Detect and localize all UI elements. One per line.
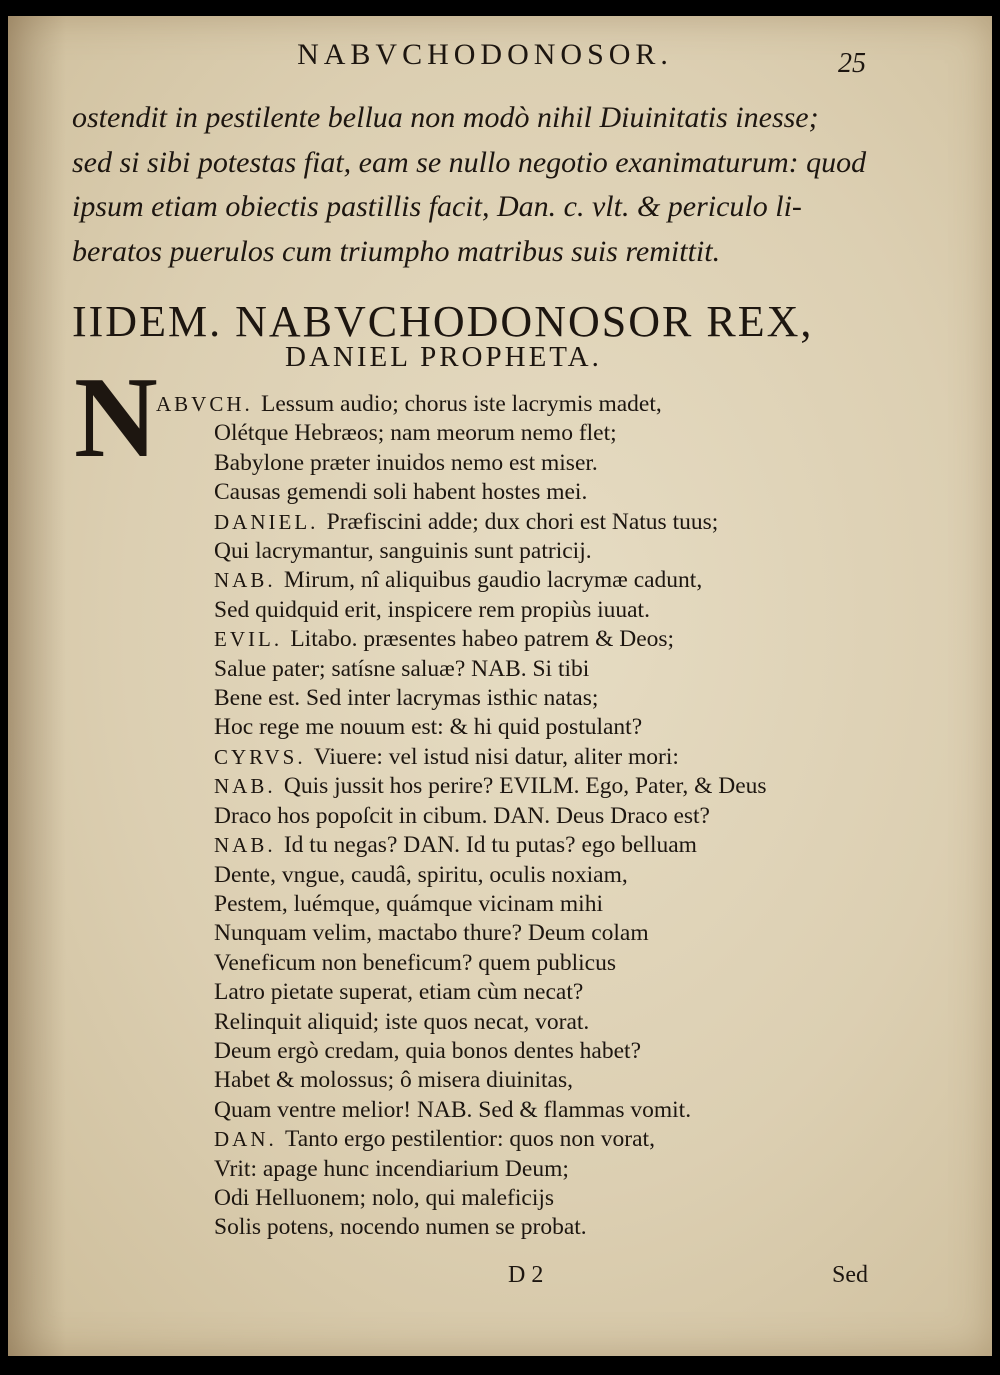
verse-text: Habet & molossus; ô misera diuinitas, (214, 1067, 573, 1094)
speaker-label: NAB. (214, 568, 284, 593)
verse-line (214, 1184, 914, 1213)
drop-cap: N (74, 354, 158, 482)
verse-line (214, 449, 914, 478)
verse-text: Sed quidquid erit, inspicere rem propiùs iuuat. (214, 596, 650, 623)
verse-text: Quam ventre melior! NAB. Sed & flammas vomit. (214, 1096, 692, 1123)
verse-line (214, 890, 914, 919)
verse-line (214, 537, 914, 566)
verse-text: Viuere: vel istud nisi datur, aliter mori: (313, 743, 679, 770)
verse-line (214, 1213, 914, 1242)
verse-text: Tanto ergo pestilentior: quos non vorat, (285, 1126, 655, 1153)
verse-line (214, 1125, 914, 1154)
speaker-label: EVIL. (214, 627, 291, 652)
verse-line (214, 802, 914, 831)
intro-line: ipsum etiam obiectis pastillis facit, Dan. c. vlt. & periculo li- (72, 190, 802, 223)
verse-line (156, 390, 914, 419)
verse-line (214, 625, 914, 654)
verse-text: Quis jussit hos perire? EVILM. Ego, Pater, & Deus (283, 773, 767, 800)
verse-text: Odi Helluonem; nolo, qui maleficijs (214, 1184, 555, 1211)
intro-line: sed si sibi potestas fiat, eam se nullo negotio exanimaturum: quod (72, 145, 867, 179)
verse-line (214, 684, 914, 713)
verse-text: Hoc rege me nouum est: & hi quid postulant? (214, 714, 643, 741)
intro-line: beratos puerulos cum triumpho matribus suis remittit. (72, 234, 721, 268)
verse-line (214, 713, 914, 742)
verse-text: Latro pietate superat, etiam cùm necat? (214, 979, 584, 1006)
intro-line: ostendit in pestilente bellua non modò nihil Diuinitatis inesse; (72, 101, 819, 134)
verse-line (214, 831, 914, 860)
verse-line (214, 978, 914, 1007)
verse-line (214, 1066, 914, 1095)
verse-text: Bene est. Sed inter lacrymas isthic natas; (214, 685, 599, 712)
verse-line (214, 478, 914, 507)
verse-text: Relinquit aliquid; iste quos necat, vorat. (214, 1008, 590, 1035)
verse-line (214, 772, 914, 801)
speaker-label: DANIEL. (214, 509, 327, 534)
running-title: NABVCHODONOSOR. (297, 38, 673, 71)
verse-text: Qui lacrymantur, sanguinis sunt patricij. (214, 538, 592, 565)
verse-line (214, 949, 914, 978)
page-number: 25 (838, 48, 866, 79)
verse-line (214, 919, 914, 948)
scene-heading: IIDEM. NABVCHODONOSOR REX, (72, 297, 814, 346)
verse-text: Nunquam velim, mactabo thure? Deum colam (214, 920, 649, 947)
verse-line (214, 655, 914, 684)
verse-text: Deum ergò credam, quia bonos dentes habet? (214, 1037, 641, 1064)
speaker-label: CYRVS. (214, 744, 314, 769)
verse-line (214, 1008, 914, 1037)
verse-text: Causas gemendi soli habent hostes mei. (214, 479, 588, 506)
gutter-shadow (8, 16, 66, 1356)
intro-paragraph (72, 96, 912, 274)
verse-text: Solis potens, nocendo numen se probat. (214, 1214, 587, 1241)
verse-line (214, 508, 914, 537)
speaker-label: ABVCH. (156, 392, 262, 416)
verse-line (214, 419, 914, 448)
verse-line (214, 1155, 914, 1184)
catchword: Sed (832, 1262, 868, 1288)
verse-line (214, 1037, 914, 1066)
verse-text: Vrit: apage hunc incendiarium Deum; (214, 1155, 569, 1182)
verse-line (214, 1096, 914, 1125)
verse-text: Salue pater; satísne saluæ? NAB. Si tibi (214, 655, 590, 682)
verse-text: Lessum audio; chorus iste lacrymis madet, (261, 391, 662, 417)
verse-block (156, 390, 914, 1243)
verse-text: Draco hos popoſcit in cibum. DAN. Deus Draco est? (214, 802, 710, 829)
verse-text: Præfiscini adde; dux chori est Natus tuus; (326, 508, 719, 535)
verse-text: Id tu negas? DAN. Id tu putas? ego belluam (283, 832, 697, 859)
verse-text: Veneficum non beneficum? quem publicus (214, 949, 616, 976)
scene-subheading: DANIEL PROPHETA. (285, 341, 602, 373)
verse-line (214, 596, 914, 625)
verse-text: Olétque Hebræos; nam meorum nemo flet; (214, 420, 617, 447)
speaker-label: NAB. (214, 774, 284, 799)
signature-mark: D 2 (508, 1262, 544, 1288)
verse-text: Babylone præter inuidos nemo est miser. (214, 449, 598, 476)
verse-text: Litabo. præsentes habeo patrem & Deos; (290, 626, 675, 653)
verse-line (214, 566, 914, 595)
speaker-label: DAN. (214, 1127, 285, 1152)
verse-line (214, 743, 914, 772)
verse-text: Mirum, nî aliquibus gaudio lacrymæ cadunt, (283, 567, 703, 594)
speaker-label: NAB. (214, 833, 284, 858)
verse-text: Dente, vngue, caudâ, spiritu, oculis noxiam, (214, 861, 628, 888)
verse-text: Pestem, luémque, quámque vicinam mihi (214, 890, 603, 917)
verse-line (214, 861, 914, 890)
